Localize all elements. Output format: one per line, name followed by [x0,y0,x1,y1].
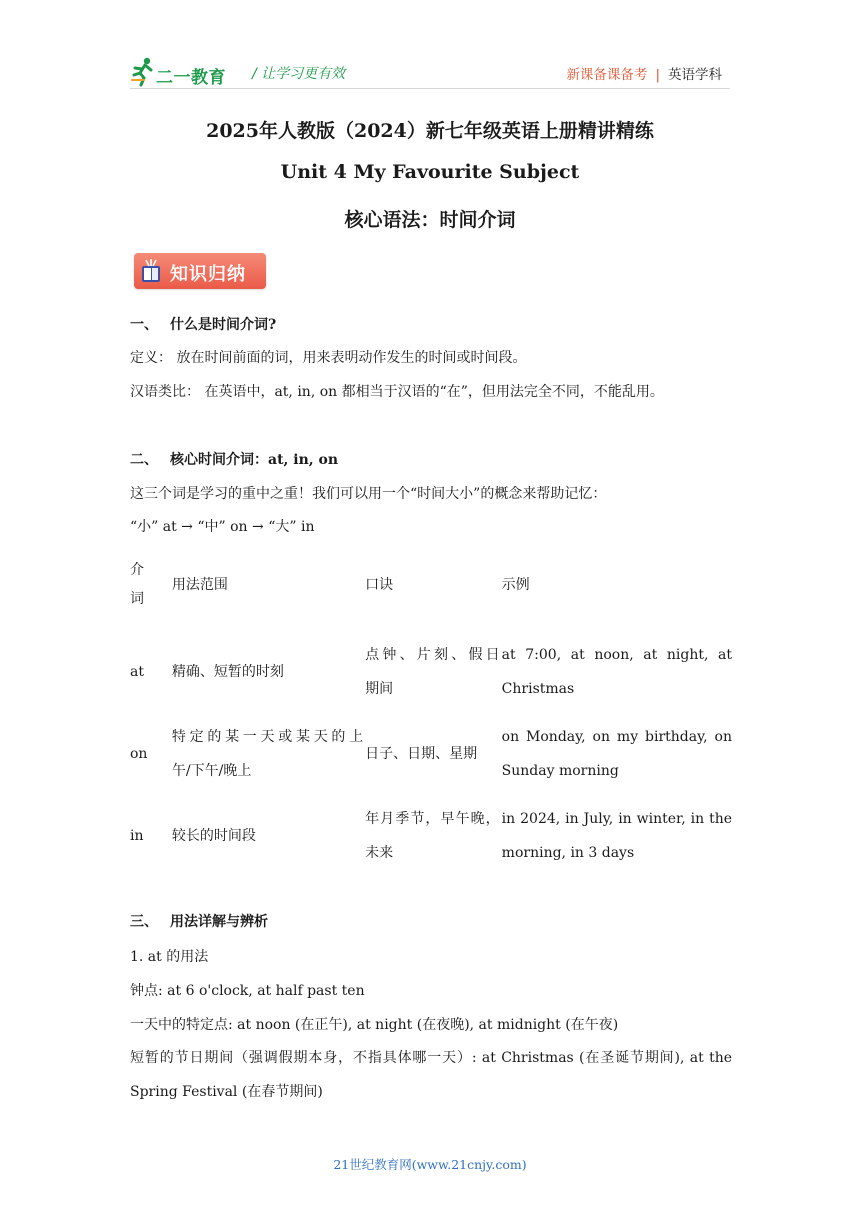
page-header [130,56,730,90]
table-header-row [128,556,732,614]
runner-logo-icon [130,56,158,88]
row-at-examples: at 7:00, at noon, at night, at Christmas [501,647,732,697]
logo-text: 二一教育 [156,68,226,88]
section-1-heading [130,316,276,334]
header-examples: 示例 [501,577,530,593]
header-rhyme: 口诀 [365,577,394,593]
at-day-point-line: 一天中的特定点: at noon (在正午), at night (在夜晚), at midnight (在午夜) [130,1017,619,1033]
row-on-range: 特定的某一天或某天的上 午/下午/晚上 [171,729,364,779]
header-subject-label: 英语学科 [668,67,722,83]
section-2-heading [130,451,338,469]
at-holiday-line-cont: Spring Festival (在春节期间) [130,1084,323,1100]
at-holiday-line: 短暂的节日期间（强调假期本身，不指具体哪一天）: at Christmas (在圣诞节期间), at the [130,1050,732,1066]
section-3-number: 三、 [130,914,158,930]
page-footer: 21世纪教育网(www.21cnjy.com) [333,1157,527,1172]
book-icon [140,258,162,284]
size-scale-text: “小” at → “中” on → “大” in [130,519,315,535]
header-usage-range: 用法范围 [171,577,228,593]
header-subject [566,63,722,83]
logo [130,56,242,90]
section-3-title: 用法详解与辨析 [170,914,268,930]
section-1-title: 什么是时间介词? [170,317,277,333]
definition-text: 定义： 放在时间前面的词，用来表明动作发生的时间或时间段。 [130,350,527,366]
row-on-rhyme: 日子、日期、星期 [365,746,478,762]
section-2-title: 核心时间介词：at, in, on [170,452,339,468]
section-3-heading [130,913,268,931]
row-at-rhyme: 点钟、片刻、假日 期间 [365,647,500,697]
document-title: 2025年人教版（2024）新七年级英语上册精讲精练 [206,120,654,142]
header-divider [130,88,730,89]
knowledge-summary-badge [134,253,266,289]
header-preposition: 介 词 [130,562,144,607]
row-at-preposition: at [130,664,144,680]
header-separator: | [655,67,660,83]
table-row [128,802,732,870]
at-clock-line: 钟点: at 6 o'clock, at half past ten [130,983,365,999]
table-row [128,720,732,788]
header-course-label: 新课备课备考 [566,67,648,83]
row-in-preposition: in [130,828,144,844]
topic-title: 核心语法：时间介词 [344,209,516,231]
header-slogan: / 让学习更有效 [252,66,346,82]
section-1-number: 一、 [130,317,158,333]
row-in-range: 较长的时间段 [171,828,256,844]
analogy-text: 汉语类比： 在英语中，at, in, on 都相当于汉语的“在”，但用法完全不同，不能乱用。 [130,384,664,400]
table-row [128,638,732,706]
prepositions-table [128,556,732,870]
row-in-examples: in 2024, in July, in winter, in the morning, in 3 days [501,811,732,861]
at-usage-subheading: 1. at 的用法 [130,949,209,965]
badge-label: 知识归纳 [170,264,246,285]
unit-title: Unit 4 My Favourite Subject [280,161,580,183]
section-2-intro: 这三个词是学习的重中之重！我们可以用一个“时间大小”的概念来帮助记忆： [130,486,607,502]
row-on-examples: on Monday, on my birthday, on Sunday morning [501,729,732,779]
section-2-number: 二、 [130,452,158,468]
row-in-rhyme: 年月季节，早午晚， 未来 [365,811,500,861]
row-at-range: 精确、短暂的时刻 [171,664,284,680]
row-on-preposition: on [130,746,148,762]
